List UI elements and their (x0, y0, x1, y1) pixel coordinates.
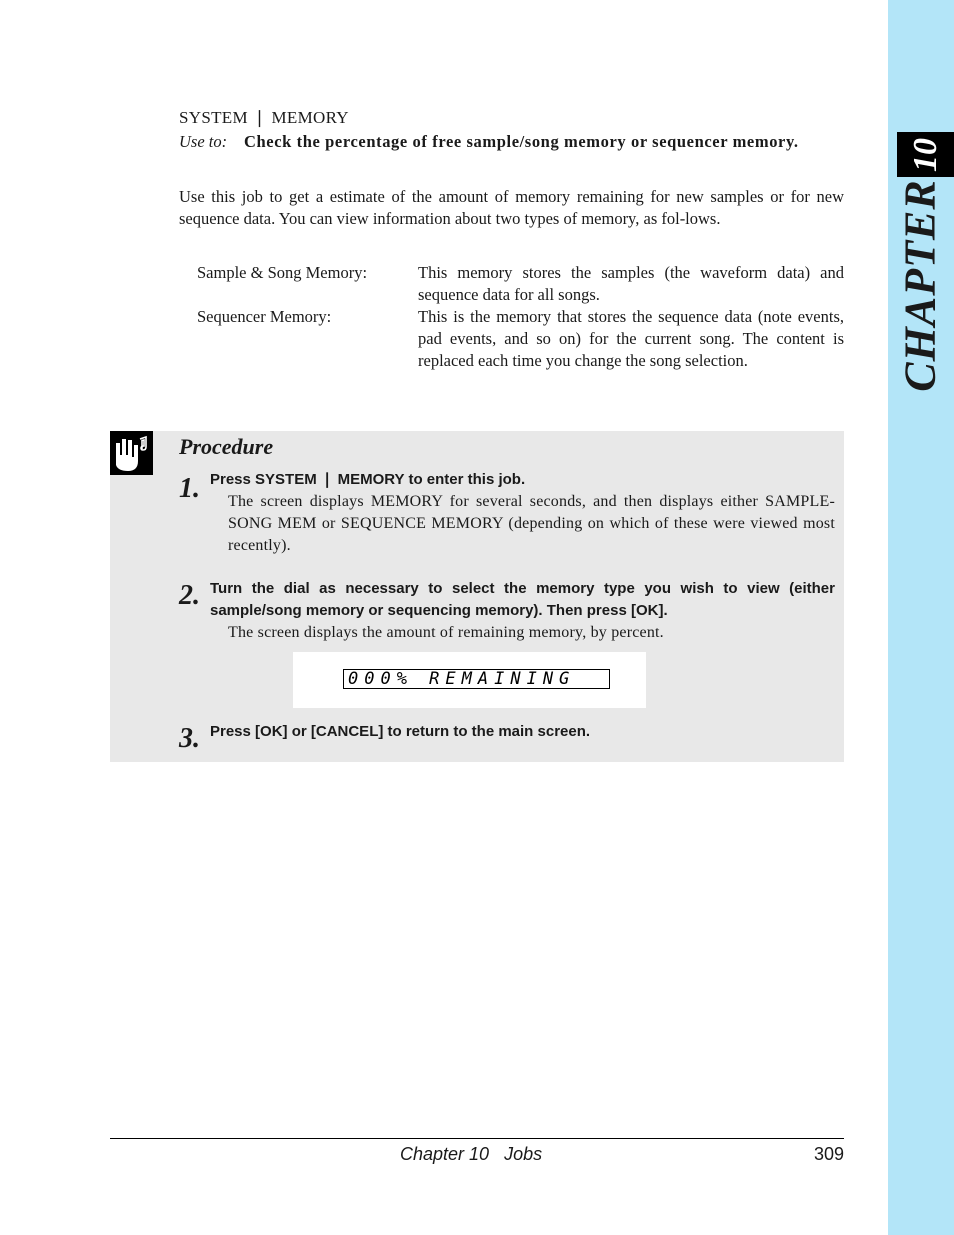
use-to-text: Check the percentage of free sample/song memory or sequencer memory. (244, 132, 799, 151)
definition-term: Sample & Song Memory: (197, 263, 368, 282)
memory-definitions (197, 262, 844, 372)
use-to-label: Use to: (179, 132, 228, 151)
step-number: 3. (179, 723, 200, 754)
chapter-number-tab (897, 132, 954, 177)
lcd-screen: 000% REMAINING (343, 669, 610, 689)
intro-paragraph: Use this job to get a estimate of the amount of memory remaining for new samples or for new sequence data. You can view information about two types of memory, as fol-lows. (179, 187, 844, 228)
page-number: 309 (813, 1144, 844, 1164)
step-number: 2. (179, 580, 200, 611)
chapter-word: CHAPTER (895, 178, 945, 392)
definition-desc: This is the memory that stores the sequence data (note events, pad events, and so on) for the current song. The content is replaced each time you change the song selection. (418, 307, 844, 370)
step-title: Press [OK] or [CANCEL] to return to the main screen. (210, 723, 591, 740)
step-title: Turn the dial as necessary to select the memory type you wish to view (either sample/song memory or sequencing memory). Then press [OK]. (210, 580, 835, 619)
definition-term: Sequencer Memory: (197, 307, 332, 326)
chapter-label-vertical (895, 178, 945, 392)
definition-row (197, 306, 844, 372)
procedure-title: Procedure (179, 434, 274, 459)
step-number: 1. (179, 473, 200, 504)
section-heading: SYSTEM ❘ MEMORY (179, 108, 349, 127)
procedure-hand-icon (110, 431, 153, 475)
use-to-block (179, 131, 844, 153)
definition-row (197, 262, 844, 306)
chapter-number: 10 (906, 137, 944, 172)
step-body: The screen displays MEMORY for several seconds, and then displays either SAMPLE-SONG MEM or SEQUENCE MEMORY (depending on which of these were viewed most recently). (228, 493, 835, 554)
footer-chapter-title: Chapter 10 Jobs (400, 1144, 543, 1164)
step-title: Press SYSTEM ❘ MEMORY to enter this job. (210, 471, 526, 488)
footer-divider (110, 1138, 844, 1139)
step-body: The screen displays the amount of remaining memory, by percent. (228, 624, 664, 641)
definition-desc: This memory stores the samples (the waveform data) and sequence data for all songs. (418, 263, 844, 304)
